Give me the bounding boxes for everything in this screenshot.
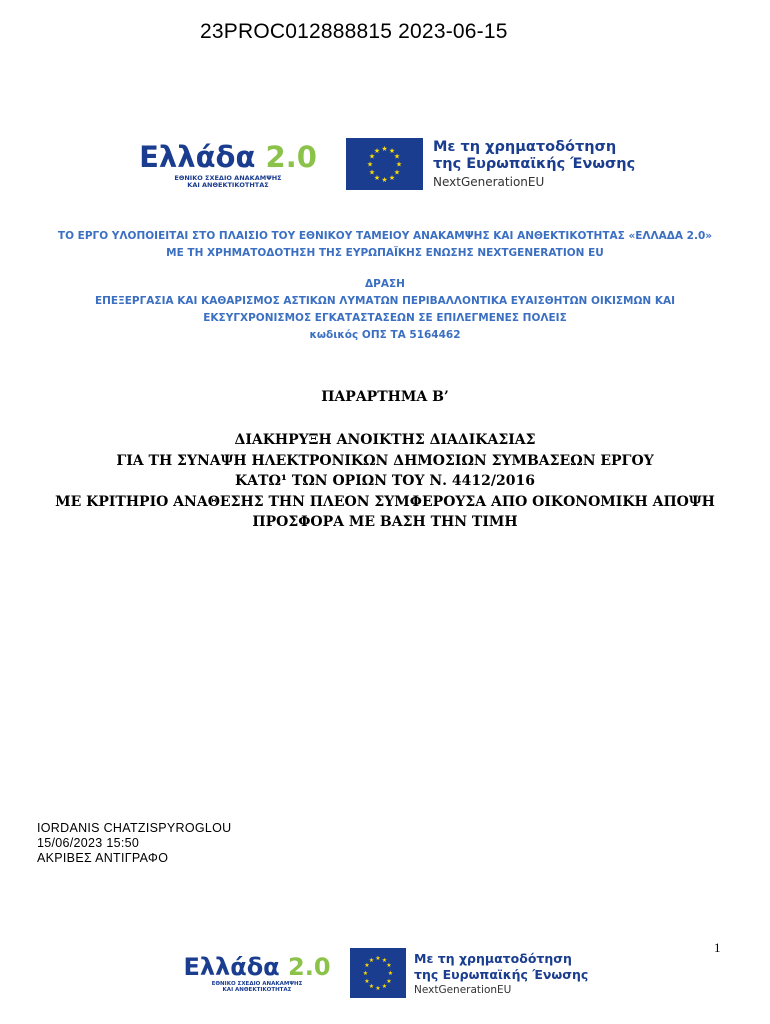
ellada-number: 2.0	[265, 139, 317, 174]
tender-title-line-1: ΔΙΑΚΗΡΥΞΗ ΑΝΟΙΚΤΗΣ ΔΙΑΔΙΚΑΣΙΑΣ	[234, 432, 536, 448]
eu-flag-icon	[346, 138, 423, 190]
program-line-1: ΤΟ ΕΡΓΟ ΥΛΟΠΟΙΕΙΤΑΙ ΣΤΟ ΠΛΑΙΣΙΟ ΤΟΥ ΕΘΝΙΚΟΥ ΤΑΜΕΙΟΥ ΑΝΑΚΑΜΨΗΣ ΚΑΙ ΑΝΘΕΚΤΙΚΟΤΗΤΑΣ «ΕΛΛΑΔΑ 2.0»	[57, 230, 713, 242]
svg-text:★: ★	[375, 985, 381, 992]
eu-line-3: NextGenerationEU	[433, 175, 545, 189]
svg-text:★: ★	[381, 957, 388, 964]
footer-logo	[172, 948, 588, 998]
ellada-subtitle-2: ΚΑΙ ΑΝΘΕΚΤΙΚΟΤΗΤΑΣ	[187, 180, 269, 189]
program-line-2: ΜΕ ΤΗ ΧΡΗΜΑΤΟΔΟΤΗΣΗ ΤΗΣ ΕΥΡΩΠΑΪΚΗΣ ΕΝΩΣΗΣ NEXTGENERATION EU	[166, 247, 604, 259]
svg-text:★: ★	[388, 174, 396, 182]
signer-name: IORDANIS CHATZISPYROGLOU	[37, 821, 232, 835]
svg-text:★: ★	[373, 174, 381, 182]
footer-ellada-number: 2.0	[288, 952, 331, 981]
ops-code: κωδικός ΟΠΣ ΤΑ 5164462	[309, 329, 461, 341]
eu-line-2: της Ευρωπαϊκής Ένωσης	[433, 156, 636, 172]
footer-ellada-subtitle-2: ΚΑΙ ΑΝΘΕΚΤΙΚΟΤΗΤΑΣ	[222, 986, 292, 993]
tender-title-line-3: ΚΑΤΩ¹ ΤΩΝ ΟΡΙΩΝ ΤΟΥ Ν. 4412/2016	[235, 473, 535, 489]
footer-eu-line-1: Με τη χρηματοδότηση	[414, 950, 572, 966]
svg-text:★: ★	[386, 978, 392, 985]
svg-text:★: ★	[368, 983, 375, 990]
tender-title	[0, 430, 770, 533]
svg-text:★: ★	[393, 152, 401, 161]
ellada-subtitle-1: ΕΘΝΙΚΟ ΣΧΕΔΙΟ ΑΝΑΚΑΜΨΗΣ	[174, 173, 282, 182]
annex-title: ΠΑΡΑΡΤΗΜΑ Β’	[321, 389, 449, 405]
footer-eu-stars-icon	[350, 948, 406, 998]
ellada-word: Ελλάδα	[139, 139, 256, 174]
signature-stamp	[37, 821, 232, 866]
svg-text:★: ★	[381, 983, 388, 990]
footer-ellada-word: Ελλάδα	[183, 952, 280, 981]
program-statement	[0, 228, 770, 262]
footer-ellada-2-0-logo	[172, 953, 342, 994]
svg-text:★: ★	[388, 147, 396, 155]
page-number: 1	[714, 940, 721, 955]
signature-note: ΑΚΡΙΒΕΣ ΑΝΤΙΓΡΑΦΟ	[37, 851, 169, 865]
eu-line-1: Με τη χρηματοδότηση	[433, 139, 617, 155]
action-statement	[0, 276, 770, 344]
eu-stars-icon	[346, 138, 423, 190]
footer-eu-line-3: NextGenerationEU	[414, 983, 512, 996]
svg-text:★: ★	[386, 962, 392, 969]
action-line-2: ΕΚΣΥΓΧΡΟΝΙΣΜΟΣ ΕΓΚΑΤΑΣΤΑΣΕΩΝ ΣΕ ΕΠΙΛΕΓΜΕΝΕΣ ΠΟΛΕΙΣ	[203, 312, 567, 324]
svg-text:★: ★	[368, 168, 376, 177]
eu-funding-text	[433, 139, 635, 189]
svg-text:★: ★	[381, 176, 388, 184]
ellada-2-0-logo	[128, 140, 328, 189]
svg-text:★: ★	[368, 152, 376, 161]
svg-text:★: ★	[395, 160, 403, 169]
svg-text:★: ★	[375, 955, 381, 962]
action-line-1: ΕΠΕΞΕΡΓΑΣΙΑ ΚΑΙ ΚΑΘΑΡΙΣΜΟΣ ΑΣΤΙΚΩΝ ΛΥΜΑΤΩΝ ΠΕΡΙΒΑΛΛΟΝΤΙΚΑ ΕΥΑΙΣΘΗΤΩΝ ΟΙΚΙΣΜΩΝ ΚΑΙ	[94, 295, 676, 307]
svg-text:★: ★	[362, 970, 369, 977]
footer-ellada-subtitle-1: ΕΘΝΙΚΟ ΣΧΕΔΙΟ ΑΝΑΚΑΜΨΗΣ	[211, 980, 303, 987]
svg-text:★: ★	[381, 145, 388, 153]
tender-title-line-4: ΜΕ ΚΡΙΤΗΡΙΟ ΑΝΑΘΕΣΗΣ ΤΗΝ ΠΛΕΟΝ ΣΥΜΦΕΡΟΥΣΑ ΑΠΟ ΟΙΚΟΝΟΜΙΚΗ ΑΠΟΨΗ	[55, 493, 715, 510]
svg-text:★: ★	[364, 978, 370, 985]
svg-text:★: ★	[366, 160, 374, 169]
action-label: ΔΡΑΣΗ	[365, 278, 405, 290]
signature-datetime: 15/06/2023 15:50	[37, 836, 140, 850]
header-logo	[128, 138, 635, 190]
svg-text:★: ★	[393, 168, 401, 177]
footer-eu-funding-text	[414, 951, 588, 996]
tender-title-line-2: ΓΙΑ ΤΗ ΣΥΝΑΨΗ ΗΛΕΚΤΡΟΝΙΚΩΝ ΔΗΜΟΣΙΩΝ ΣΥΜΒΑΣΕΩΝ ΕΡΓΟΥ	[116, 452, 654, 469]
svg-text:★: ★	[387, 970, 394, 977]
svg-text:★: ★	[368, 957, 375, 964]
footer-eu-flag-icon	[350, 948, 406, 998]
tender-title-line-5: ΠΡΟΣΦΟΡΑ ΜΕ ΒΑΣΗ ΤΗΝ ΤΙΜΗ	[252, 514, 518, 530]
document-id: 23PROC012888815 2023-06-15	[200, 20, 508, 43]
svg-text:★: ★	[373, 147, 381, 155]
footer-eu-line-2: της Ευρωπαϊκής Ένωσης	[414, 966, 589, 982]
svg-text:★: ★	[364, 962, 370, 969]
